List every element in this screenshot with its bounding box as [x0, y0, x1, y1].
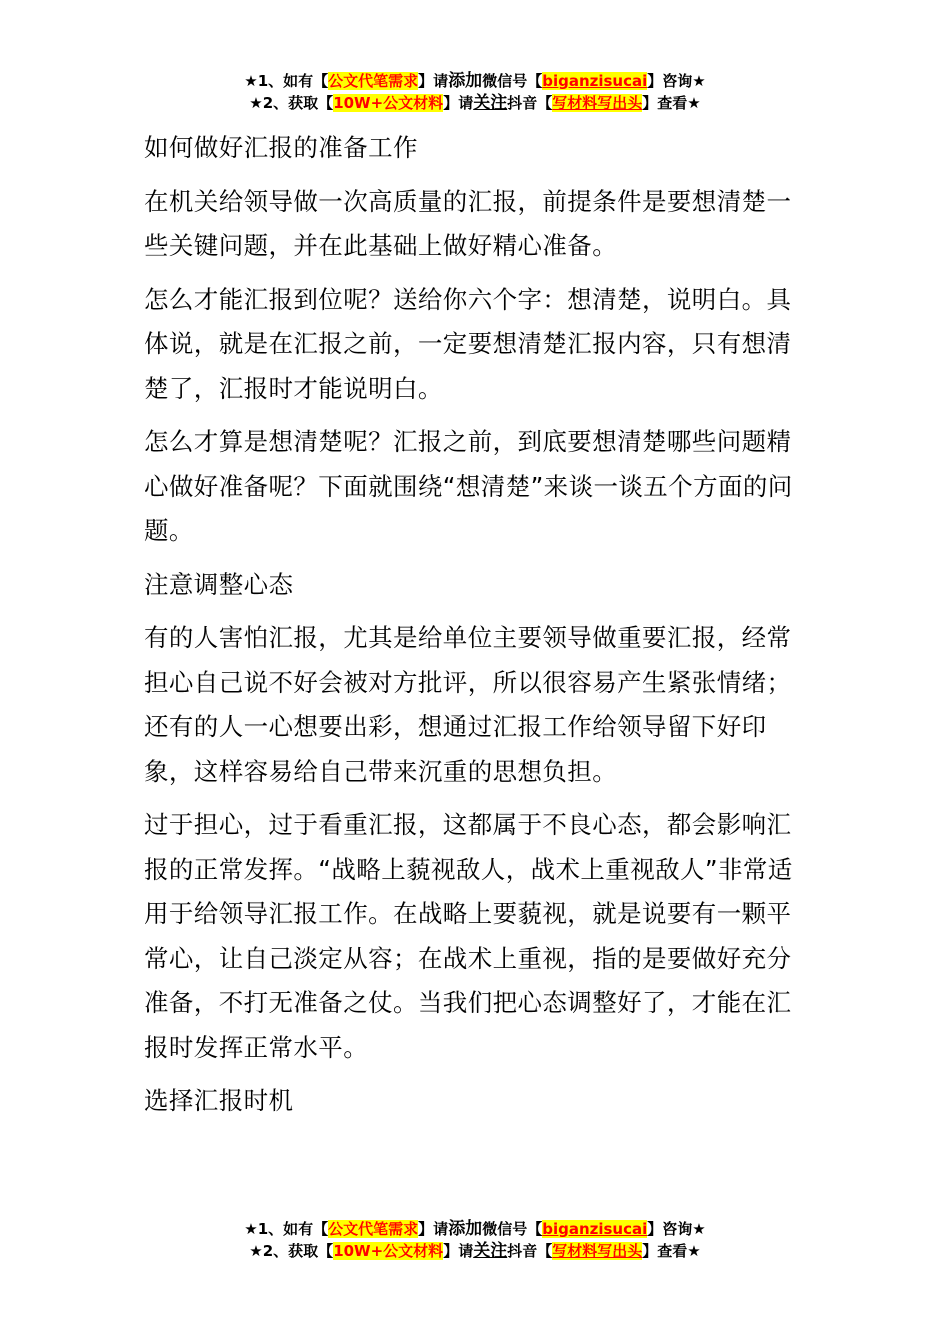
notice-line-1: ★1、如有【公文代笔需求】请添加微信号【biganzisucai】咨询★: [244, 71, 706, 91]
header-notice: [0, 70, 950, 114]
paragraph: 有的人害怕汇报，尤其是给单位主要领导做重要汇报，经常担心自己说不好会被对方批评，所以很容易产生紧张情绪；还有的人一心想要出彩，想通过汇报工作给领导留下好印象，这样容易给自己带来沉重的思想负担。: [144, 623, 792, 786]
notice-highlight: 10W+公文材料: [333, 1242, 444, 1260]
section-heading: 选择汇报时机: [144, 1086, 294, 1115]
notice-highlight: 公文代笔需求: [328, 72, 419, 90]
paragraph: 怎么才算是想清楚呢？汇报之前，到底要想清楚哪些问题精心做好准备呢？下面就围绕“想清楚”来谈一谈五个方面的问题。: [144, 427, 793, 545]
paragraph: 怎么才能汇报到位呢？送给你六个字：想清楚，说明白。具体说，就是在汇报之前，一定要想清楚汇报内容，只有想清楚了，汇报时才能说明白。: [144, 284, 792, 403]
notice-line-2: ★2、获取【10W+公文材料】请关注抖音【写材料写出头】查看★: [249, 93, 701, 113]
paragraph: 过于担心，过于看重汇报，这都属于不良心态，都会影响汇报的正常发挥。“战略上藐视敌人，战术上重视敌人”非常适用于给领导汇报工作。在战略上要藐视，就是说要有一颗平常心，让自己淡定从容；在战术上重视，指的是要做好充分准备，不打无准备之仗。当我们把心态调整好了，才能在汇报时发挥正常水平。: [144, 810, 793, 1062]
notice-line-1: ★1、如有【公文代笔需求】请添加微信号【biganzisucai】咨询★: [244, 1219, 706, 1239]
douyin-id: 写材料写出头: [552, 1242, 643, 1260]
notice-highlight: 10W+公文材料: [333, 94, 444, 112]
notice-highlight: 公文代笔需求: [328, 1220, 419, 1238]
footer-notice: [0, 1218, 950, 1262]
document-body: [144, 126, 812, 1133]
wechat-id: biganzisucai: [542, 72, 648, 90]
section-heading: 注意调整心态: [144, 569, 294, 599]
section-heading: 如何做好汇报的准备工作: [144, 133, 418, 162]
notice-line-2: ★2、获取【10W+公文材料】请关注抖音【写材料写出头】查看★: [249, 1241, 701, 1261]
paragraph: 在机关给领导做一次高质量的汇报，前提条件是要想清楚一些关键问题，并在此基础上做好精心准备。: [144, 186, 792, 260]
wechat-id: biganzisucai: [542, 1220, 648, 1238]
douyin-id: 写材料写出头: [552, 94, 643, 112]
